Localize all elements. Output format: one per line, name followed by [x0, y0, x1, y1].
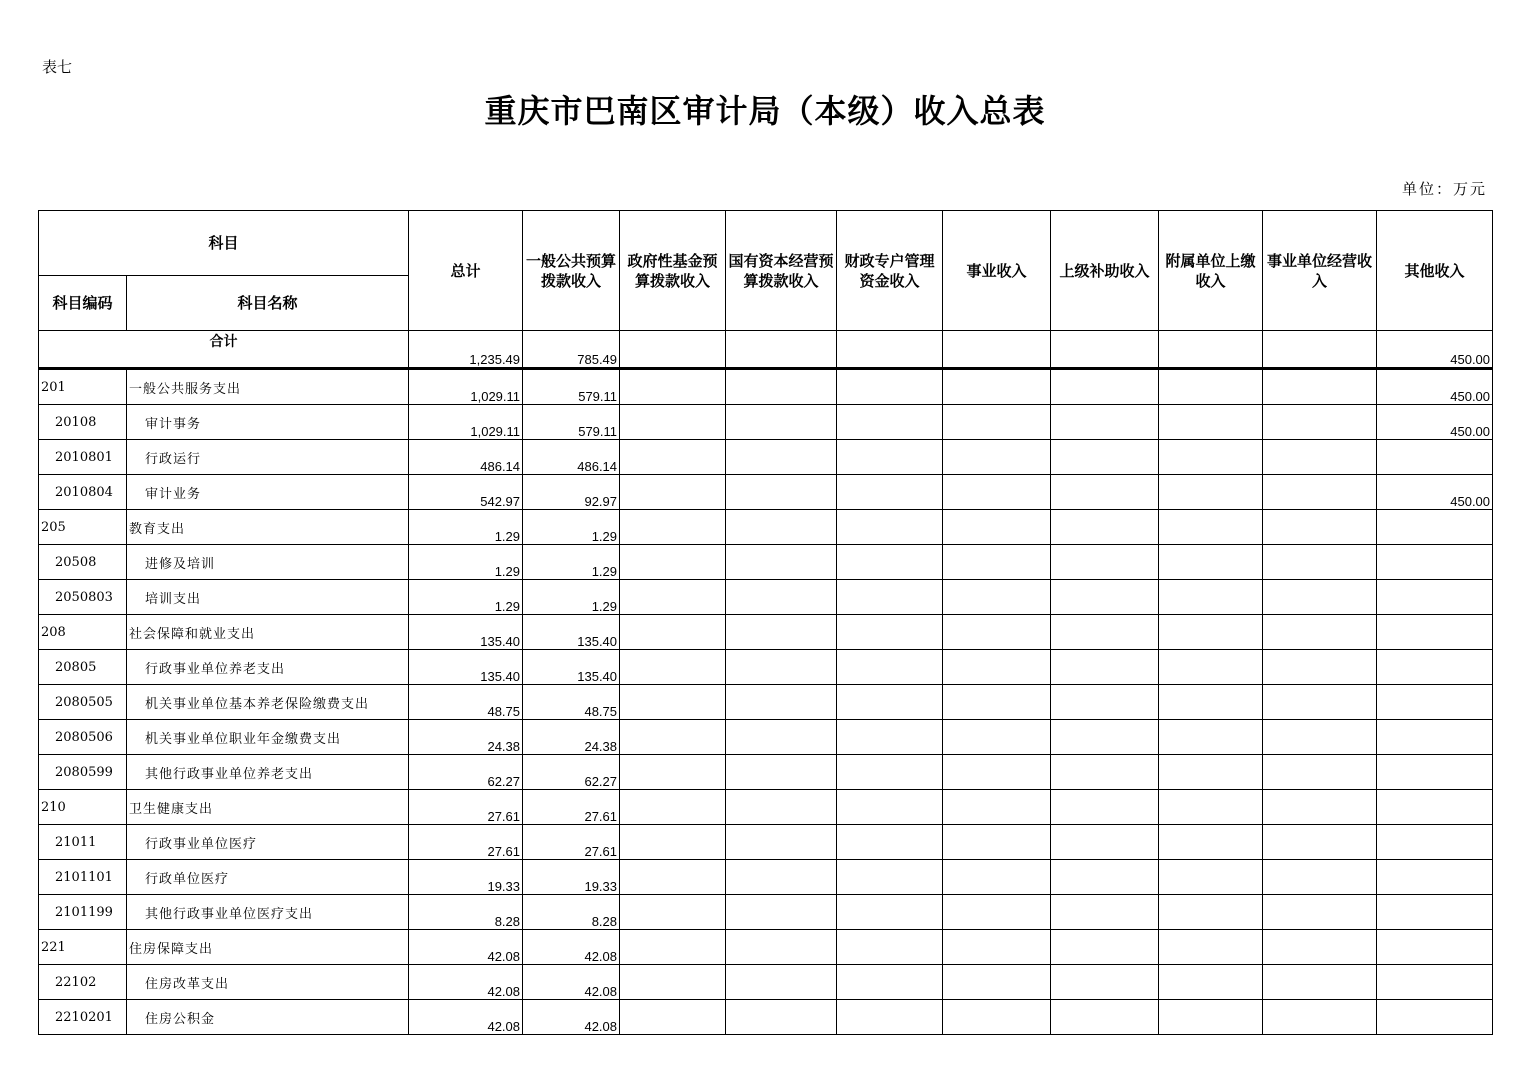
business-cell — [943, 755, 1051, 790]
state-capital-cell — [726, 965, 837, 1000]
business-cell — [943, 825, 1051, 860]
affiliated-cell — [1159, 440, 1263, 475]
fiscal-special-cell — [837, 965, 943, 1000]
gov-fund-cell — [620, 650, 726, 685]
gov-fund-cell — [620, 965, 726, 1000]
state-capital-cell — [726, 405, 837, 440]
header-gov-fund: 政府性基金预算拨款收入 — [620, 211, 726, 331]
operating-cell — [1263, 1000, 1377, 1035]
subject-name-cell: 卫生健康支出 — [127, 790, 409, 825]
subject-code-cell: 2080599 — [39, 755, 127, 790]
operating-cell — [1263, 405, 1377, 440]
operating-cell — [1263, 895, 1377, 930]
fiscal-special-cell — [837, 930, 943, 965]
business-cell — [943, 369, 1051, 405]
subject-code-cell: 20805 — [39, 650, 127, 685]
table-row — [39, 1000, 1493, 1035]
table-row — [39, 790, 1493, 825]
table-row — [39, 510, 1493, 545]
fiscal-special-cell — [837, 825, 943, 860]
business-cell — [943, 685, 1051, 720]
fiscal-special-cell — [837, 580, 943, 615]
affiliated-cell — [1159, 755, 1263, 790]
state-capital-cell — [726, 790, 837, 825]
gov-fund-cell — [620, 790, 726, 825]
subject-name-cell: 其他行政事业单位养老支出 — [127, 755, 409, 790]
operating-cell — [1263, 440, 1377, 475]
fiscal-special-cell — [837, 790, 943, 825]
header-total: 总计 — [409, 211, 523, 331]
superior-subsidy-cell — [1051, 440, 1159, 475]
other-cell — [1377, 685, 1493, 720]
business-cell — [943, 545, 1051, 580]
header-fiscal-special: 财政专户管理资金收入 — [837, 211, 943, 331]
general-budget-cell: 19.33 — [523, 860, 620, 895]
gov-fund-cell — [620, 615, 726, 650]
affiliated-cell — [1159, 1000, 1263, 1035]
table-row — [39, 440, 1493, 475]
table-row — [39, 615, 1493, 650]
affiliated-cell — [1159, 825, 1263, 860]
gov-fund-cell — [620, 369, 726, 405]
business-cell — [943, 1000, 1051, 1035]
general-budget-cell: 486.14 — [523, 440, 620, 475]
affiliated-cell — [1159, 475, 1263, 510]
superior-subsidy-cell — [1051, 720, 1159, 755]
superior-subsidy-cell — [1051, 930, 1159, 965]
header-general-budget: 一般公共预算拨款收入 — [523, 211, 620, 331]
business-cell — [943, 965, 1051, 1000]
operating-cell — [1263, 475, 1377, 510]
operating-cell — [1263, 615, 1377, 650]
general-budget-cell: 135.40 — [523, 615, 620, 650]
other-cell: 450.00 — [1377, 369, 1493, 405]
gov-fund-cell — [620, 825, 726, 860]
total-cell: 24.38 — [409, 720, 523, 755]
affiliated-cell — [1159, 405, 1263, 440]
operating-cell — [1263, 860, 1377, 895]
table-row — [39, 860, 1493, 895]
total-cell: 542.97 — [409, 475, 523, 510]
income-summary-table — [38, 210, 1493, 1035]
general-budget-cell: 27.61 — [523, 790, 620, 825]
operating-cell — [1263, 510, 1377, 545]
table-row — [39, 755, 1493, 790]
other-cell — [1377, 755, 1493, 790]
gov-fund-cell — [620, 580, 726, 615]
general-budget-cell: 48.75 — [523, 685, 620, 720]
state-capital-cell — [726, 685, 837, 720]
subject-name-cell: 机关事业单位基本养老保险缴费支出 — [127, 685, 409, 720]
total-cell: 42.08 — [409, 1000, 523, 1035]
operating-cell — [1263, 545, 1377, 580]
business-cell — [943, 650, 1051, 685]
other-cell — [1377, 790, 1493, 825]
other-cell — [1377, 895, 1493, 930]
table-row — [39, 650, 1493, 685]
affiliated-cell — [1159, 545, 1263, 580]
total-cell-gov-fund — [620, 331, 726, 369]
subject-name-cell: 住房改革支出 — [127, 965, 409, 1000]
fiscal-special-cell — [837, 895, 943, 930]
subject-name-cell: 进修及培训 — [127, 545, 409, 580]
state-capital-cell — [726, 650, 837, 685]
operating-cell — [1263, 825, 1377, 860]
affiliated-cell — [1159, 650, 1263, 685]
table-row — [39, 475, 1493, 510]
total-cell: 8.28 — [409, 895, 523, 930]
total-label: 合计 — [39, 331, 409, 369]
general-budget-cell: 62.27 — [523, 755, 620, 790]
table-row — [39, 930, 1493, 965]
total-cell: 486.14 — [409, 440, 523, 475]
subject-code-cell: 2050803 — [39, 580, 127, 615]
operating-cell — [1263, 755, 1377, 790]
table-row — [39, 720, 1493, 755]
table-row — [39, 580, 1493, 615]
subject-code-cell: 208 — [39, 615, 127, 650]
total-cell-affiliated — [1159, 331, 1263, 369]
gov-fund-cell — [620, 685, 726, 720]
state-capital-cell — [726, 475, 837, 510]
table-row — [39, 369, 1493, 405]
fiscal-special-cell — [837, 405, 943, 440]
fiscal-special-cell — [837, 475, 943, 510]
table-row — [39, 825, 1493, 860]
operating-cell — [1263, 685, 1377, 720]
other-cell — [1377, 580, 1493, 615]
affiliated-cell — [1159, 615, 1263, 650]
operating-cell — [1263, 650, 1377, 685]
subject-code-cell: 20108 — [39, 405, 127, 440]
state-capital-cell — [726, 615, 837, 650]
general-budget-cell: 1.29 — [523, 580, 620, 615]
subject-name-cell: 培训支出 — [127, 580, 409, 615]
other-cell — [1377, 720, 1493, 755]
subject-name-cell: 行政运行 — [127, 440, 409, 475]
superior-subsidy-cell — [1051, 510, 1159, 545]
total-cell: 135.40 — [409, 615, 523, 650]
total-cell: 19.33 — [409, 860, 523, 895]
superior-subsidy-cell — [1051, 475, 1159, 510]
general-budget-cell: 27.61 — [523, 825, 620, 860]
superior-subsidy-cell — [1051, 965, 1159, 1000]
other-cell — [1377, 615, 1493, 650]
other-cell — [1377, 965, 1493, 1000]
superior-subsidy-cell — [1051, 790, 1159, 825]
other-cell — [1377, 440, 1493, 475]
affiliated-cell — [1159, 580, 1263, 615]
gov-fund-cell — [620, 720, 726, 755]
fiscal-special-cell — [837, 860, 943, 895]
subject-code-cell: 221 — [39, 930, 127, 965]
total-cell-state-capital — [726, 331, 837, 369]
header-business: 事业收入 — [943, 211, 1051, 331]
gov-fund-cell — [620, 475, 726, 510]
affiliated-cell — [1159, 510, 1263, 545]
subject-code-cell: 20508 — [39, 545, 127, 580]
fiscal-special-cell — [837, 369, 943, 405]
fiscal-special-cell — [837, 650, 943, 685]
fiscal-special-cell — [837, 755, 943, 790]
operating-cell — [1263, 720, 1377, 755]
total-cell: 42.08 — [409, 965, 523, 1000]
subject-code-cell: 2101101 — [39, 860, 127, 895]
general-budget-cell: 579.11 — [523, 405, 620, 440]
state-capital-cell — [726, 860, 837, 895]
superior-subsidy-cell — [1051, 825, 1159, 860]
other-cell — [1377, 1000, 1493, 1035]
gov-fund-cell — [620, 405, 726, 440]
affiliated-cell — [1159, 930, 1263, 965]
superior-subsidy-cell — [1051, 650, 1159, 685]
subject-name-cell: 社会保障和就业支出 — [127, 615, 409, 650]
header-operating: 事业单位经营收入 — [1263, 211, 1377, 331]
total-cell: 1.29 — [409, 545, 523, 580]
page-title: 重庆市巴南区审计局（本级）收入总表 — [484, 92, 1046, 130]
superior-subsidy-cell — [1051, 545, 1159, 580]
total-cell: 1,029.11 — [409, 369, 523, 405]
total-cell-general-budget: 785.49 — [523, 331, 620, 369]
subject-code-cell: 2010801 — [39, 440, 127, 475]
general-budget-cell: 42.08 — [523, 930, 620, 965]
subject-code-cell: 210 — [39, 790, 127, 825]
superior-subsidy-cell — [1051, 369, 1159, 405]
business-cell — [943, 475, 1051, 510]
fiscal-special-cell — [837, 685, 943, 720]
gov-fund-cell — [620, 930, 726, 965]
other-cell — [1377, 860, 1493, 895]
business-cell — [943, 615, 1051, 650]
business-cell — [943, 405, 1051, 440]
total-cell-superior-subsidy — [1051, 331, 1159, 369]
superior-subsidy-cell — [1051, 755, 1159, 790]
superior-subsidy-cell — [1051, 580, 1159, 615]
superior-subsidy-cell — [1051, 685, 1159, 720]
fiscal-special-cell — [837, 440, 943, 475]
state-capital-cell — [726, 755, 837, 790]
affiliated-cell — [1159, 369, 1263, 405]
operating-cell — [1263, 580, 1377, 615]
operating-cell — [1263, 369, 1377, 405]
business-cell — [943, 580, 1051, 615]
table-row — [39, 545, 1493, 580]
other-cell — [1377, 825, 1493, 860]
business-cell — [943, 720, 1051, 755]
header-subject: 科目 — [39, 211, 409, 276]
other-cell — [1377, 650, 1493, 685]
gov-fund-cell — [620, 440, 726, 475]
affiliated-cell — [1159, 720, 1263, 755]
total-cell: 27.61 — [409, 825, 523, 860]
general-budget-cell: 24.38 — [523, 720, 620, 755]
subject-code-cell: 2010804 — [39, 475, 127, 510]
gov-fund-cell — [620, 860, 726, 895]
superior-subsidy-cell — [1051, 860, 1159, 895]
operating-cell — [1263, 965, 1377, 1000]
subject-code-cell: 205 — [39, 510, 127, 545]
subject-name-cell: 机关事业单位职业年金缴费支出 — [127, 720, 409, 755]
total-cell-operating — [1263, 331, 1377, 369]
fiscal-special-cell — [837, 545, 943, 580]
gov-fund-cell — [620, 1000, 726, 1035]
business-cell — [943, 510, 1051, 545]
affiliated-cell — [1159, 790, 1263, 825]
total-cell-total: 1,235.49 — [409, 331, 523, 369]
state-capital-cell — [726, 825, 837, 860]
total-cell: 1,029.11 — [409, 405, 523, 440]
table-number: 表七 — [42, 58, 73, 76]
business-cell — [943, 895, 1051, 930]
general-budget-cell: 42.08 — [523, 1000, 620, 1035]
table-row — [39, 685, 1493, 720]
total-cell: 42.08 — [409, 930, 523, 965]
total-cell: 1.29 — [409, 580, 523, 615]
total-cell: 27.61 — [409, 790, 523, 825]
subject-code-cell: 2210201 — [39, 1000, 127, 1035]
total-cell: 135.40 — [409, 650, 523, 685]
header-subject-code: 科目编码 — [39, 276, 127, 331]
affiliated-cell — [1159, 965, 1263, 1000]
superior-subsidy-cell — [1051, 1000, 1159, 1035]
fiscal-special-cell — [837, 720, 943, 755]
gov-fund-cell — [620, 895, 726, 930]
fiscal-special-cell — [837, 510, 943, 545]
business-cell — [943, 790, 1051, 825]
header-state-capital: 国有资本经营预算拨款收入 — [726, 211, 837, 331]
affiliated-cell — [1159, 895, 1263, 930]
superior-subsidy-cell — [1051, 895, 1159, 930]
general-budget-cell: 92.97 — [523, 475, 620, 510]
general-budget-cell: 1.29 — [523, 510, 620, 545]
business-cell — [943, 440, 1051, 475]
affiliated-cell — [1159, 685, 1263, 720]
subject-name-cell: 住房保障支出 — [127, 930, 409, 965]
state-capital-cell — [726, 440, 837, 475]
general-budget-cell: 8.28 — [523, 895, 620, 930]
subject-code-cell: 2080506 — [39, 720, 127, 755]
general-budget-cell: 42.08 — [523, 965, 620, 1000]
state-capital-cell — [726, 369, 837, 405]
operating-cell — [1263, 790, 1377, 825]
state-capital-cell — [726, 895, 837, 930]
subject-code-cell: 201 — [39, 369, 127, 405]
state-capital-cell — [726, 1000, 837, 1035]
business-cell — [943, 860, 1051, 895]
other-cell — [1377, 510, 1493, 545]
state-capital-cell — [726, 720, 837, 755]
total-cell-fiscal-special — [837, 331, 943, 369]
subject-name-cell: 一般公共服务支出 — [127, 369, 409, 405]
general-budget-cell: 1.29 — [523, 545, 620, 580]
superior-subsidy-cell — [1051, 615, 1159, 650]
total-cell: 48.75 — [409, 685, 523, 720]
subject-name-cell: 教育支出 — [127, 510, 409, 545]
operating-cell — [1263, 930, 1377, 965]
state-capital-cell — [726, 545, 837, 580]
gov-fund-cell — [620, 545, 726, 580]
total-cell-business — [943, 331, 1051, 369]
superior-subsidy-cell — [1051, 405, 1159, 440]
total-cell-other: 450.00 — [1377, 331, 1493, 369]
general-budget-cell: 579.11 — [523, 369, 620, 405]
subject-code-cell: 22102 — [39, 965, 127, 1000]
other-cell — [1377, 545, 1493, 580]
subject-name-cell: 其他行政事业单位医疗支出 — [127, 895, 409, 930]
table-row — [39, 405, 1493, 440]
subject-name-cell: 住房公积金 — [127, 1000, 409, 1035]
total-cell: 1.29 — [409, 510, 523, 545]
state-capital-cell — [726, 580, 837, 615]
table-row — [39, 895, 1493, 930]
state-capital-cell — [726, 510, 837, 545]
gov-fund-cell — [620, 510, 726, 545]
subject-name-cell: 审计事务 — [127, 405, 409, 440]
subject-name-cell: 行政事业单位养老支出 — [127, 650, 409, 685]
affiliated-cell — [1159, 860, 1263, 895]
header-other: 其他收入 — [1377, 211, 1493, 331]
state-capital-cell — [726, 930, 837, 965]
fiscal-special-cell — [837, 1000, 943, 1035]
total-cell: 62.27 — [409, 755, 523, 790]
subject-name-cell: 行政事业单位医疗 — [127, 825, 409, 860]
other-cell — [1377, 930, 1493, 965]
subject-code-cell: 2080505 — [39, 685, 127, 720]
subject-code-cell: 2101199 — [39, 895, 127, 930]
table-row — [39, 965, 1493, 1000]
unit-label: 单位：万元 — [1401, 180, 1487, 198]
subject-name-cell: 行政单位医疗 — [127, 860, 409, 895]
fiscal-special-cell — [837, 615, 943, 650]
header-affiliated: 附属单位上缴收入 — [1159, 211, 1263, 331]
subject-name-cell: 审计业务 — [127, 475, 409, 510]
business-cell — [943, 930, 1051, 965]
header-subject-name: 科目名称 — [127, 276, 409, 331]
other-cell: 450.00 — [1377, 405, 1493, 440]
gov-fund-cell — [620, 755, 726, 790]
header-superior-subsidy: 上级补助收入 — [1051, 211, 1159, 331]
other-cell: 450.00 — [1377, 475, 1493, 510]
total-row — [39, 331, 1493, 369]
general-budget-cell: 135.40 — [523, 650, 620, 685]
subject-code-cell: 21011 — [39, 825, 127, 860]
